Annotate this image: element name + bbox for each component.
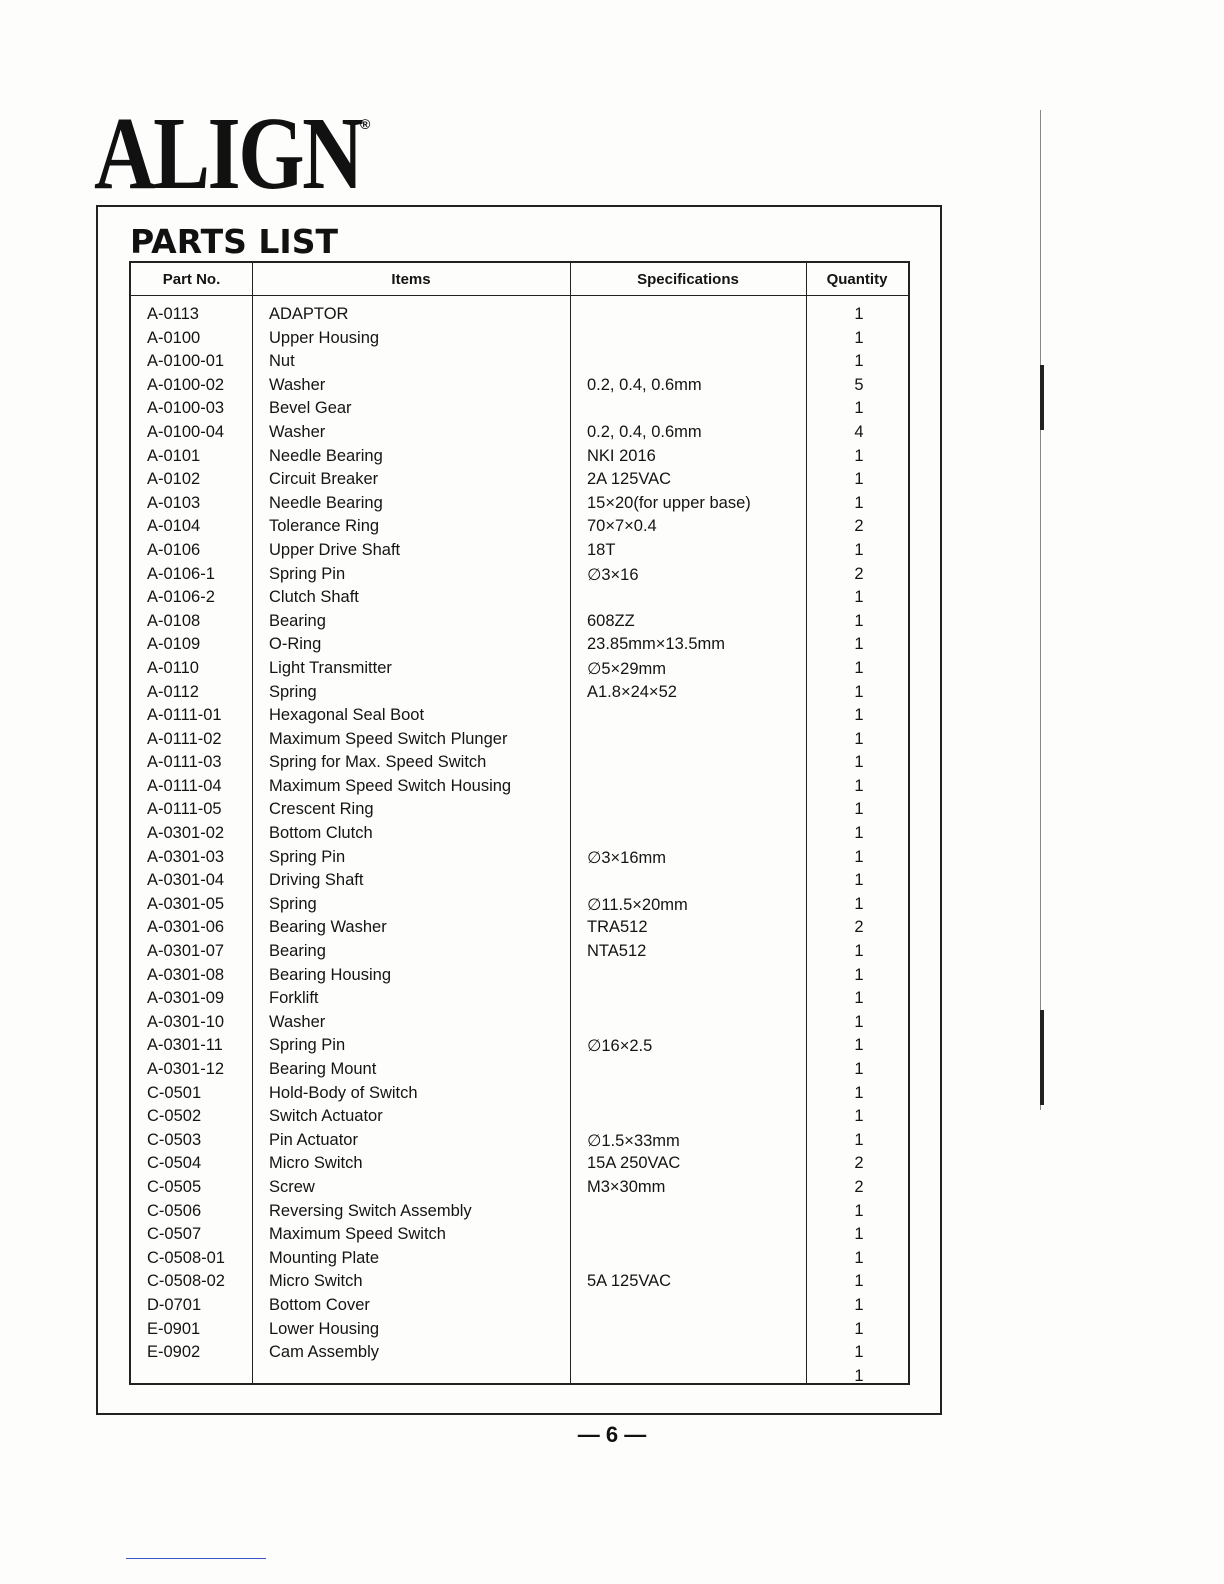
item-cell: Hexagonal Seal Boot — [269, 706, 425, 725]
page-title: PARTS LIST — [130, 222, 338, 261]
scan-edge-mark — [1040, 365, 1044, 430]
item-cell: Bearing Mount — [269, 1060, 377, 1078]
specification-cell: ∅3×16 — [587, 565, 639, 584]
part-number-cell: A-0111-04 — [147, 776, 222, 795]
table-row — [131, 563, 908, 587]
item-cell: Reversing Switch Assembly — [269, 1201, 472, 1220]
item-cell: Cam Assembly — [269, 1343, 380, 1362]
quantity-cell: 2 — [854, 517, 864, 536]
quantity-cell: 2 — [854, 564, 864, 583]
specification-cell: TRA512 — [587, 918, 648, 937]
quantity-cell: 5 — [854, 375, 864, 394]
quantity-cell: 1 — [854, 1225, 864, 1244]
part-number-cell: A-0301-04 — [147, 871, 225, 890]
part-number-cell: C-0504 — [147, 1154, 202, 1173]
part-number-cell: A-0104 — [147, 517, 201, 536]
table-row — [131, 633, 908, 657]
part-number-cell: A-0106 — [147, 540, 201, 559]
specification-cell: ∅1.5×33mm — [587, 1131, 680, 1150]
specification-cell: 18T — [587, 540, 616, 559]
item-cell: Needle Bearing — [269, 493, 383, 512]
header-items: Items — [391, 271, 431, 288]
part-number-cell: C-0502 — [147, 1107, 202, 1126]
quantity-cell: 1 — [854, 800, 864, 819]
quantity-cell: 1 — [854, 989, 864, 1008]
item-cell: O-Ring — [269, 635, 322, 654]
item-cell: Maximum Speed Switch Housing — [269, 776, 512, 795]
part-number-cell: A-0111-05 — [147, 800, 222, 819]
specification-cell: NKI 2016 — [587, 446, 656, 465]
item-cell: Micro Switch — [269, 1154, 363, 1173]
table-row — [131, 1200, 908, 1224]
quantity-cell: 1 — [854, 942, 864, 961]
item-cell: Spring — [269, 894, 317, 913]
part-number-cell: A-0100-01 — [147, 352, 225, 371]
quantity-cell: 1 — [854, 706, 864, 725]
table-row — [131, 751, 908, 775]
item-cell: Mounting Plate — [269, 1248, 380, 1267]
item-cell: Tolerance Ring — [269, 517, 380, 536]
item-cell: Washer — [269, 375, 326, 394]
quantity-cell: 1 — [854, 588, 864, 607]
table-body — [131, 303, 908, 1388]
item-cell: Washer — [269, 422, 326, 441]
table-row — [131, 1341, 908, 1365]
part-number-cell: A-0110 — [147, 658, 199, 677]
table-row — [131, 421, 908, 445]
table-row — [131, 468, 908, 492]
table-row — [131, 327, 908, 351]
part-number-cell: E-0902 — [147, 1343, 201, 1362]
header-part-no: Part No. — [162, 271, 221, 288]
specification-cell: 2A 125VAC — [587, 470, 672, 489]
table-row — [131, 1152, 908, 1176]
table-row — [131, 445, 908, 469]
quantity-cell: 1 — [854, 352, 864, 371]
quantity-cell: 1 — [854, 1107, 864, 1126]
part-number-cell: A-0100 — [147, 328, 201, 347]
item-cell: Lower Housing — [269, 1319, 380, 1338]
quantity-cell: 1 — [854, 399, 864, 418]
quantity-cell: 1 — [854, 1343, 864, 1362]
scan-edge-line — [1040, 110, 1041, 1110]
table-row — [131, 1082, 908, 1106]
specification-cell: NTA512 — [587, 942, 647, 961]
part-number-cell: C-0503 — [147, 1130, 202, 1149]
item-cell: Pin Actuator — [269, 1130, 358, 1149]
item-cell: Switch Actuator — [269, 1107, 383, 1126]
table-row — [131, 303, 908, 327]
item-cell: Circuit Breaker — [269, 470, 379, 489]
item-cell: Bottom Clutch — [269, 824, 373, 843]
table-row — [131, 916, 908, 940]
table-row — [131, 728, 908, 752]
table-row — [131, 1034, 908, 1058]
table-row — [131, 775, 908, 799]
part-number-cell: A-0301-11 — [147, 1036, 223, 1055]
table-row — [131, 657, 908, 681]
quantity-cell: 1 — [854, 1012, 864, 1031]
page-number: — 6 — — [577, 1422, 647, 1447]
quantity-cell: 1 — [854, 1130, 864, 1149]
table-row — [131, 1129, 908, 1153]
table-row — [131, 1011, 908, 1035]
part-number-cell: A-0106-1 — [147, 564, 215, 583]
part-number-cell: A-0301-10 — [147, 1012, 225, 1031]
quantity-cell: 1 — [854, 328, 864, 347]
quantity-cell: 1 — [854, 729, 864, 748]
parts-table — [129, 261, 910, 1385]
quantity-cell: 1 — [854, 847, 864, 866]
item-cell: Bevel Gear — [269, 399, 352, 418]
table-row — [131, 586, 908, 610]
part-number-cell: A-0301-05 — [147, 894, 225, 913]
table-row — [131, 822, 908, 846]
item-cell: Needle Bearing — [269, 446, 383, 465]
table-row — [131, 798, 908, 822]
part-number-cell: A-0301-07 — [147, 942, 225, 961]
quantity-cell: 2 — [854, 1154, 864, 1173]
quantity-cell: 1 — [854, 1248, 864, 1267]
specification-cell: ∅3×16mm — [587, 848, 667, 867]
quantity-cell: 1 — [854, 753, 864, 772]
item-cell: Light Transmitter — [269, 658, 392, 677]
quantity-cell: 1 — [854, 776, 864, 795]
table-row — [131, 1105, 908, 1129]
table-row — [131, 1270, 908, 1294]
table-row — [131, 1318, 908, 1342]
part-number-cell: A-0106-2 — [147, 588, 215, 607]
table-row — [131, 1247, 908, 1271]
registered-mark: ® — [360, 116, 371, 132]
quantity-cell: 1 — [854, 894, 864, 913]
quantity-cell: 1 — [854, 1319, 864, 1338]
quantity-cell: 1 — [854, 871, 864, 890]
part-number-cell: C-0507 — [147, 1225, 202, 1244]
table-row — [131, 1176, 908, 1200]
table-row — [131, 397, 908, 421]
specification-cell: ∅16×2.5 — [587, 1037, 653, 1056]
table-row — [131, 964, 908, 988]
part-number-cell: C-0501 — [147, 1083, 202, 1102]
item-cell: Bearing Housing — [269, 965, 391, 984]
item-cell: Hold-Body of Switch — [269, 1083, 418, 1102]
item-cell: Upper Housing — [269, 328, 380, 347]
quantity-cell: 1 — [854, 611, 864, 630]
specification-cell: 15A 250VAC — [587, 1154, 681, 1173]
item-cell: Bearing — [269, 611, 326, 630]
quantity-cell: 1 — [854, 1060, 864, 1078]
specification-cell: 15×20(for upper base) — [587, 493, 751, 512]
part-number-cell: A-0111-01 — [147, 706, 222, 725]
table-row — [131, 846, 908, 870]
part-number-cell: A-0301-03 — [147, 847, 225, 866]
quantity-cell: 2 — [854, 1177, 864, 1196]
quantity-cell: 1 — [854, 965, 864, 984]
part-number-cell: C-0506 — [147, 1201, 202, 1220]
specification-cell: A1.8×24×52 — [587, 682, 677, 701]
item-cell: Bottom Cover — [269, 1295, 370, 1314]
quantity-cell: 1 — [854, 1272, 864, 1291]
part-number-cell: A-0301-08 — [147, 965, 225, 984]
specification-cell: 70×7×0.4 — [587, 517, 657, 536]
quantity-cell: 1 — [854, 305, 864, 323]
table-row — [131, 610, 908, 634]
quantity-cell: 1 — [854, 1366, 864, 1385]
item-cell: Bearing — [269, 942, 326, 961]
specification-cell: ∅5×29mm — [587, 659, 667, 678]
specification-cell: M3×30mm — [587, 1177, 666, 1196]
table-row — [131, 1365, 908, 1389]
item-cell: Maximum Speed Switch Plunger — [269, 729, 508, 748]
part-number-cell: C-0508-02 — [147, 1272, 225, 1291]
item-cell: Bearing Washer — [269, 918, 387, 937]
table-row — [131, 704, 908, 728]
item-cell: Spring Pin — [269, 1036, 346, 1055]
item-cell: Spring — [269, 682, 317, 701]
quantity-cell: 1 — [854, 824, 864, 843]
part-number-cell: A-0112 — [147, 682, 199, 701]
part-number-cell: C-0505 — [147, 1177, 202, 1196]
part-number-cell: A-0111-03 — [147, 753, 222, 772]
table-row — [131, 1223, 908, 1247]
part-number-cell: A-0108 — [147, 611, 201, 630]
part-number-cell: A-0100-02 — [147, 375, 225, 394]
item-cell: Forklift — [269, 989, 319, 1008]
quantity-cell: 2 — [854, 918, 864, 937]
brand-logo: ALIGN — [94, 96, 362, 211]
item-cell: Spring for Max. Speed Switch — [269, 753, 487, 772]
item-cell: Clutch Shaft — [269, 588, 359, 607]
part-number-cell: A-0100-04 — [147, 422, 225, 441]
specification-cell: 23.85mm×13.5mm — [587, 635, 726, 654]
part-number-cell: A-0301-09 — [147, 989, 225, 1008]
part-number-cell: C-0508-01 — [147, 1248, 225, 1267]
specification-cell: ∅11.5×20mm — [587, 895, 688, 914]
table-row — [131, 940, 908, 964]
table-row — [131, 893, 908, 917]
specification-cell: 608ZZ — [587, 611, 635, 630]
table-row — [131, 1058, 908, 1082]
header-quantity: Quantity — [826, 271, 888, 288]
part-number-cell: A-0103 — [147, 493, 201, 512]
table-row — [131, 492, 908, 516]
table-row — [131, 681, 908, 705]
item-cell: ADAPTOR — [269, 305, 349, 323]
part-number-cell: A-0301-02 — [147, 824, 225, 843]
part-number-cell: A-0109 — [147, 635, 201, 654]
item-cell: Spring Pin — [269, 564, 346, 583]
item-cell: Driving Shaft — [269, 871, 364, 890]
table-row — [131, 539, 908, 563]
table-row — [131, 869, 908, 893]
part-number-cell: A-0113 — [147, 305, 199, 323]
part-number-cell: A-0102 — [147, 470, 201, 489]
specification-cell: 5A 125VAC — [587, 1272, 672, 1291]
quantity-cell: 1 — [854, 470, 864, 489]
table-row — [131, 374, 908, 398]
quantity-cell: 1 — [854, 658, 864, 677]
part-number-cell: E-0901 — [147, 1319, 201, 1338]
table-row — [131, 1294, 908, 1318]
footer-rule — [126, 1558, 266, 1559]
part-number-cell: A-0111-02 — [147, 729, 222, 748]
table-row — [131, 350, 908, 374]
item-cell: Maximum Speed Switch — [269, 1225, 446, 1244]
quantity-cell: 1 — [854, 1036, 864, 1055]
item-cell: Upper Drive Shaft — [269, 540, 401, 559]
quantity-cell: 4 — [854, 422, 864, 441]
item-cell: Micro Switch — [269, 1272, 363, 1291]
quantity-cell: 1 — [854, 1083, 864, 1102]
specification-cell: 0.2, 0.4, 0.6mm — [587, 422, 702, 441]
item-cell: Spring Pin — [269, 847, 346, 866]
quantity-cell: 1 — [854, 1201, 864, 1220]
item-cell: Washer — [269, 1012, 326, 1031]
quantity-cell: 1 — [854, 446, 864, 465]
table-row — [131, 987, 908, 1011]
quantity-cell: 1 — [854, 493, 864, 512]
part-number-cell: A-0301-12 — [147, 1060, 225, 1078]
part-number-cell: A-0301-06 — [147, 918, 225, 937]
header-divider — [131, 295, 908, 296]
quantity-cell: 1 — [854, 635, 864, 654]
part-number-cell: A-0101 — [147, 446, 201, 465]
table-row — [131, 515, 908, 539]
scan-edge-mark — [1040, 1010, 1044, 1105]
quantity-cell: 1 — [854, 1295, 864, 1314]
quantity-cell: 1 — [854, 540, 864, 559]
quantity-cell: 1 — [854, 682, 864, 701]
item-cell: Screw — [269, 1177, 315, 1196]
part-number-cell: D-0701 — [147, 1295, 202, 1314]
header-specifications: Specifications — [637, 271, 739, 288]
item-cell: Nut — [269, 352, 295, 371]
specification-cell: 0.2, 0.4, 0.6mm — [587, 375, 702, 394]
item-cell: Crescent Ring — [269, 800, 374, 819]
part-number-cell: A-0100-03 — [147, 399, 225, 418]
